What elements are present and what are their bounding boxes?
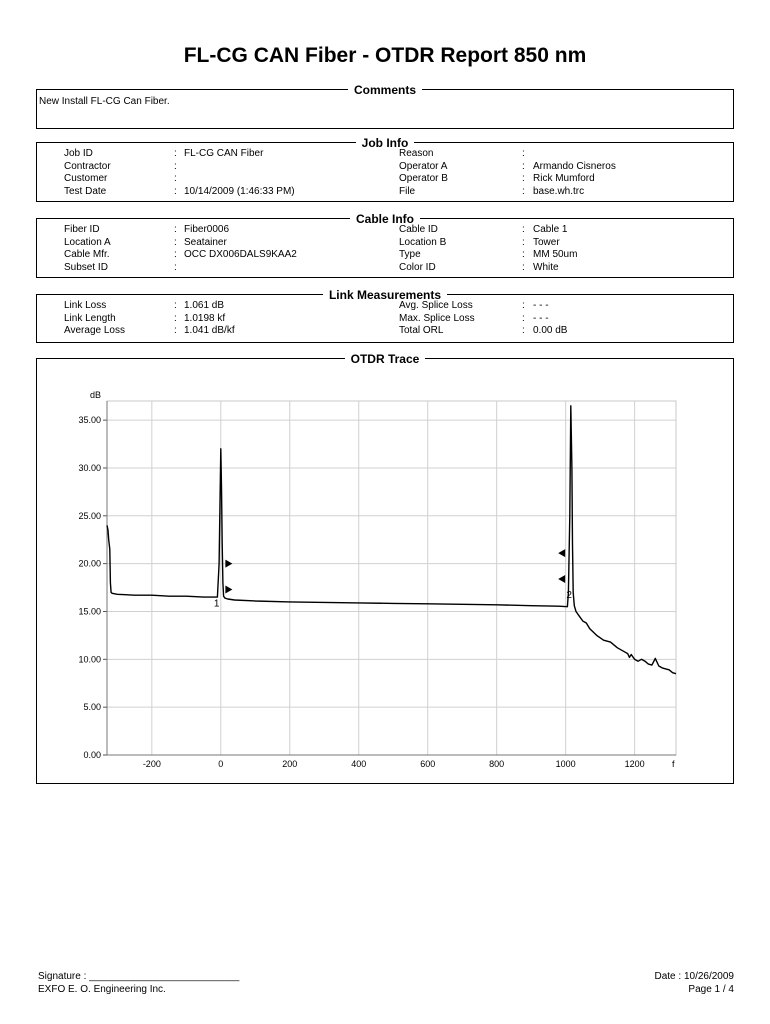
link-measurement-right-label: Max. Splice Loss — [399, 312, 475, 324]
colon-separator: : — [522, 325, 525, 336]
cable-info-left-value: OCC DX006DALS9KAA2 — [184, 249, 297, 260]
job-info-heading: Job Info — [356, 136, 415, 150]
y-tick-label: 25.00 — [78, 510, 101, 521]
colon-separator: : — [174, 236, 177, 248]
cable-info-right-value: Cable 1 — [533, 224, 568, 235]
y-tick-label: 15.00 — [78, 606, 101, 617]
job-info-left-label: Customer — [64, 173, 108, 184]
x-tick-label: 400 — [351, 759, 367, 769]
signature-line: Signature : ___________________________ — [38, 971, 240, 982]
link-measurement-left-label: Link Length — [64, 312, 116, 324]
cursor-marker-left — [558, 575, 565, 583]
job-info-right-label: Operator B — [399, 173, 448, 184]
link-measurement-left-label: Average Loss — [64, 325, 125, 336]
job-info-right-value: Armando Cisneros — [533, 160, 616, 172]
colon-separator: : — [522, 160, 525, 172]
colon-separator: : — [522, 261, 525, 273]
link-measurement-left-label: Link Loss — [64, 300, 107, 311]
colon-separator: : — [522, 224, 525, 235]
report-date: Date : 10/26/2009 — [654, 971, 734, 982]
link-measurement-right-value: - - - — [533, 312, 549, 324]
comments-text: New Install FL-CG Can Fiber. — [39, 96, 170, 107]
comments-heading: Comments — [348, 83, 422, 97]
colon-separator: : — [174, 261, 177, 273]
y-tick-label: 20.00 — [78, 558, 101, 569]
plot-area — [107, 401, 676, 755]
x-tick-label: 0 — [218, 759, 224, 769]
link-measurement-left-value: 1.0198 kf — [184, 312, 226, 324]
job-info-right-label: File — [399, 185, 416, 197]
cable-info-heading: Cable Info — [350, 212, 420, 226]
cursor-marker-left — [558, 549, 565, 557]
colon-separator: : — [522, 312, 525, 324]
job-info-right-label: Operator A — [399, 160, 448, 172]
colon-separator: : — [522, 173, 525, 184]
job-info-right-label: Reason — [399, 148, 434, 159]
colon-separator: : — [174, 325, 177, 336]
link-measurements-heading: Link Measurements — [323, 288, 447, 302]
colon-separator: : — [174, 148, 177, 159]
y-tick-label: 30.00 — [78, 462, 101, 473]
cursor-marker-right — [225, 560, 232, 568]
link-measurement-left-value: 1.061 dB — [184, 300, 225, 311]
x-tick-label: 1200 — [624, 759, 645, 769]
company-name: EXFO E. O. Engineering Inc. — [38, 984, 166, 995]
report-title: FL-CG CAN Fiber - OTDR Report 850 nm — [183, 44, 587, 67]
x-tick-label: 600 — [420, 759, 436, 769]
job-info-left-value: FL-CG CAN Fiber — [184, 148, 264, 159]
job-info-right-value: Rick Mumford — [533, 173, 595, 184]
x-tick-label: 1000 — [555, 759, 576, 769]
cable-info-right-value: White — [533, 261, 559, 273]
colon-separator: : — [174, 224, 177, 235]
event-label: 1 — [213, 598, 220, 610]
colon-separator: : — [522, 249, 525, 260]
y-tick-label: 35.00 — [78, 415, 101, 426]
link-measurement-right-label: Avg. Splice Loss — [399, 300, 473, 311]
colon-separator: : — [174, 300, 177, 311]
colon-separator: : — [174, 312, 177, 324]
cable-info-left-label: Subset ID — [64, 261, 108, 273]
otdr-trace-line — [107, 406, 676, 674]
cable-info-right-label: Color ID — [399, 261, 436, 273]
cable-info-right-value: MM 50um — [533, 249, 578, 260]
colon-separator: : — [522, 300, 525, 311]
page-number: Page 1 / 4 — [688, 984, 734, 995]
link-measurement-right-label: Total ORL — [399, 325, 444, 336]
event-label: 2 — [566, 590, 572, 602]
colon-separator: : — [174, 249, 177, 260]
link-measurement-right-value: 0.00 dB — [533, 325, 568, 336]
job-info-left-label: Job ID — [64, 148, 93, 159]
cable-info-left-label: Cable Mfr. — [64, 249, 110, 260]
x-tick-label: -200 — [142, 759, 161, 769]
cable-info-left-value: Seatainer — [184, 236, 227, 248]
link-measurement-right-value: - - - — [533, 300, 549, 311]
link-measurement-left-value: 1.041 dB/kf — [184, 325, 235, 336]
cursor-marker-right — [225, 585, 232, 593]
job-info-right-value: base.wh.trc — [533, 185, 585, 197]
y-tick-label: 10.00 — [78, 654, 101, 665]
x-tick-label: 800 — [489, 759, 505, 769]
cable-info-left-label: Fiber ID — [64, 224, 100, 235]
y-tick-label: 0.00 — [83, 750, 101, 760]
job-info-left-label: Test Date — [64, 185, 107, 197]
y-axis-unit: dB — [90, 390, 102, 400]
x-tick-label: 200 — [282, 759, 298, 769]
job-info-left-value: 10/14/2009 (1:46:33 PM) — [184, 185, 295, 197]
colon-separator: : — [174, 173, 177, 184]
y-tick-label: 5.00 — [83, 702, 101, 713]
cable-info-right-label: Location B — [399, 236, 447, 248]
cable-info-right-value: Tower — [533, 236, 560, 248]
cable-info-right-label: Type — [399, 249, 421, 260]
x-axis-unit: f — [672, 759, 675, 769]
colon-separator: : — [174, 185, 177, 197]
cable-info-left-label: Location A — [64, 236, 111, 248]
colon-separator: : — [174, 160, 177, 172]
colon-separator: : — [522, 185, 525, 197]
cable-info-right-label: Cable ID — [399, 224, 438, 235]
job-info-left-label: Contractor — [64, 160, 111, 172]
cable-info-left-value: Fiber0006 — [184, 224, 230, 235]
colon-separator: : — [522, 148, 525, 159]
otdr-trace-heading: OTDR Trace — [345, 352, 426, 366]
colon-separator: : — [522, 236, 525, 248]
